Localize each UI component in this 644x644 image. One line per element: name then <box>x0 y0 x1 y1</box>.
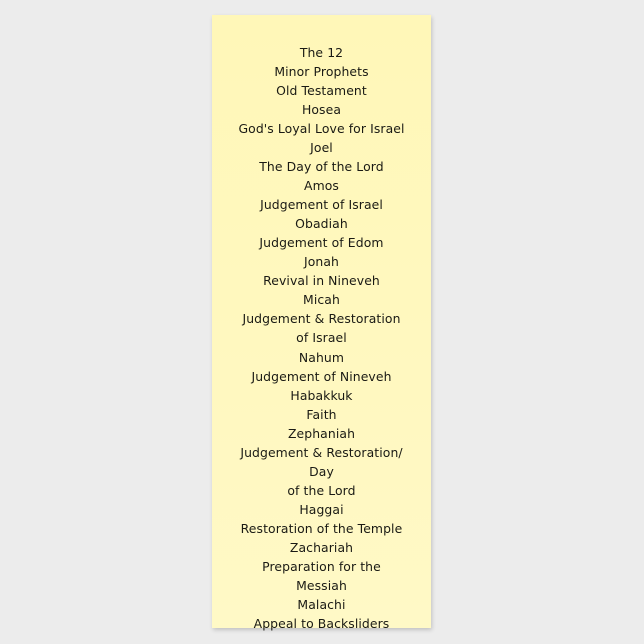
bookmark-line: Zachariah <box>289 540 354 556</box>
bookmark-line: of Israel <box>296 330 347 346</box>
bookmark-line: Judgement of Nineveh <box>251 368 392 384</box>
bookmark-line: Restoration of the Temple <box>240 521 403 537</box>
bookmark-line: Habakkuk <box>290 387 353 403</box>
bookmark-line: Faith <box>306 406 337 422</box>
bookmark-line: Zephaniah <box>287 425 356 441</box>
bookmark-line: of the Lord <box>287 482 356 498</box>
bookmark-line: Obadiah <box>295 216 348 232</box>
bookmark-line: Revival in Nineveh <box>263 273 380 289</box>
bookmark-text <box>212 43 431 634</box>
bookmark-line: Minor Prophets <box>274 63 369 79</box>
bookmark <box>212 15 431 632</box>
bookmark-line: Judgement of Israel <box>260 197 383 212</box>
bookmark-line: Preparation for the <box>262 559 381 575</box>
bookmark-line: Appeal to Backsliders <box>253 616 390 632</box>
bookmark-line: Jonah <box>303 254 340 270</box>
bookmark-line: The Day of the Lord <box>259 158 384 174</box>
bookmark-line: Old Testament <box>276 82 367 98</box>
bookmark-line: Micah <box>303 292 340 308</box>
bookmark-line: Judgement & Restoration <box>242 311 401 327</box>
bookmark-line: Judgement of Edom <box>259 235 384 251</box>
bookmark-line: Nahum <box>298 349 345 365</box>
bookmark-line: God's Loyal Love for Israel <box>238 120 405 136</box>
bookmark-line: Messiah <box>296 578 347 594</box>
bookmark-line: Malachi <box>297 597 346 613</box>
bookmark-line: Haggai <box>299 502 344 517</box>
bookmark-line: Judgement & Restoration/ <box>240 444 403 460</box>
bookmark-line: Hosea <box>301 101 342 117</box>
bookmark-line: The 12 <box>299 44 344 60</box>
bookmark-line: Joel <box>310 139 333 155</box>
bookmark-line: Amos <box>304 177 339 193</box>
bookmark-line: Day <box>309 463 334 479</box>
